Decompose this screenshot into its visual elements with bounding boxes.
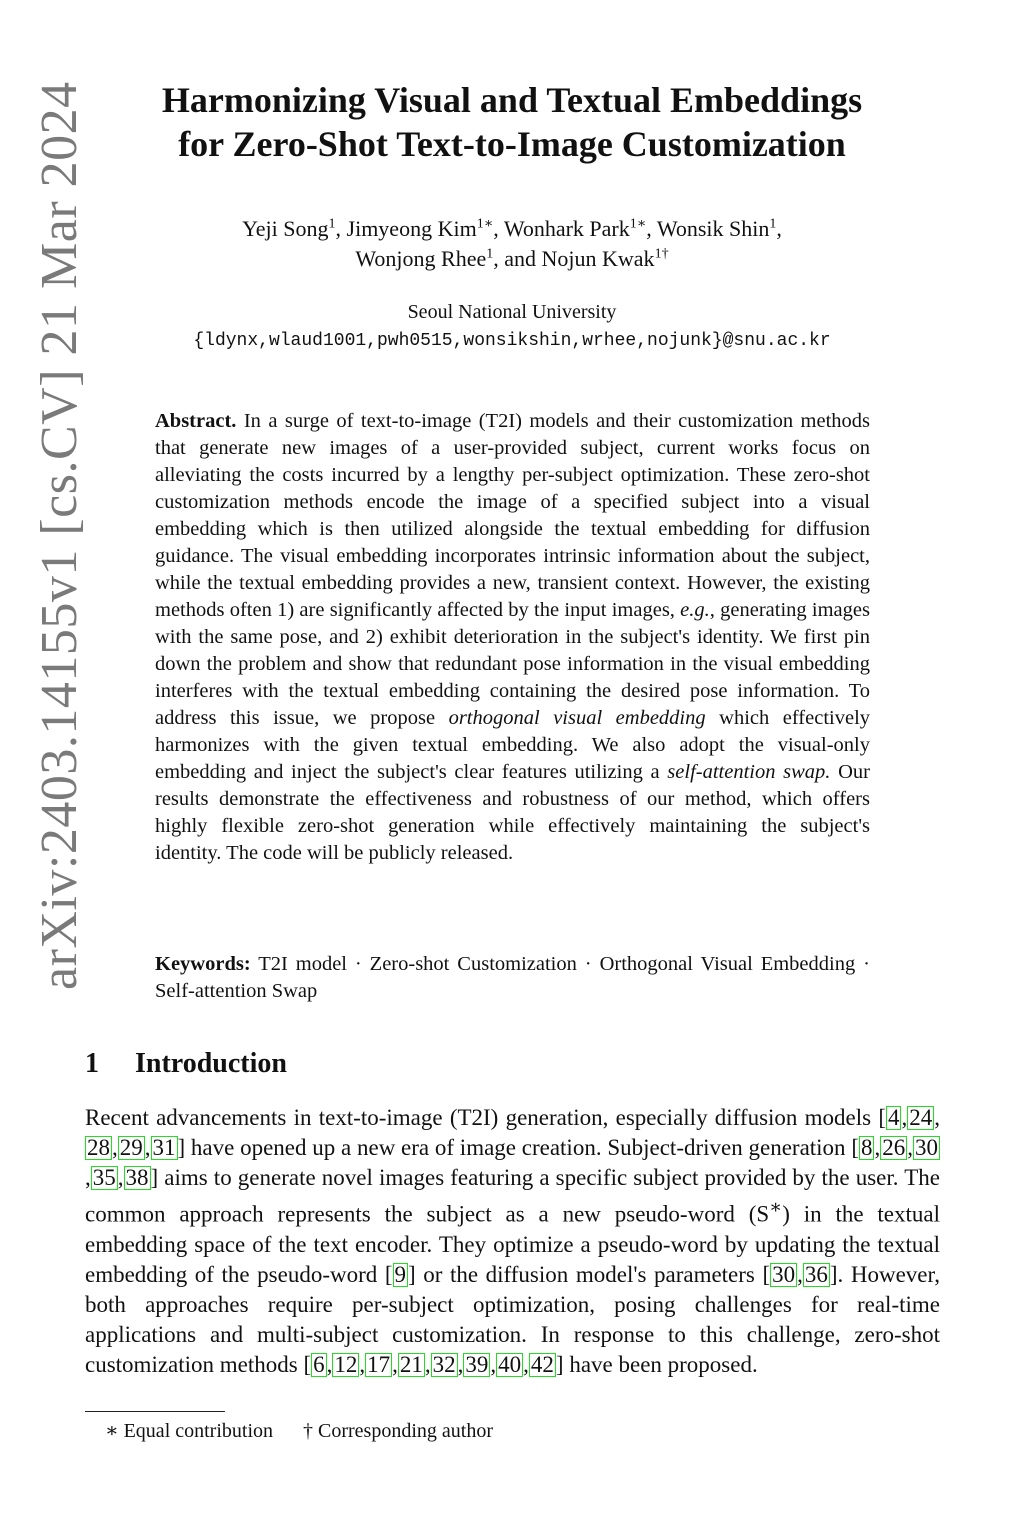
author-list: Yeji Song$^1$, Jimyeong Kim$^{1∗}$, Wonhark Park$^{1∗}$, Wonsik Shin$^1$, Wonjong Rhee$^1$, and Nojun Kwak$^{1\dagger}$ (242, 216, 782, 271)
section-number: 1 (85, 1048, 99, 1079)
citation-link[interactable]: 4 (887, 1105, 900, 1130)
footnote-rule (85, 1411, 225, 1412)
citation-link[interactable]: 40 (498, 1351, 522, 1377)
author: Nojun Kwak$^{1\dagger}$ (541, 246, 669, 271)
abstract-label: Abstract. (155, 410, 237, 432)
title-line-1: Harmonizing Visual and Textual Embeddings (161, 80, 863, 120)
citation-link[interactable]: 42 (530, 1351, 554, 1377)
section-title: Introduction (135, 1048, 287, 1079)
author-emails: {ldynx,wlaud1001,pwh0515,wonsikshin,wrhee,nojunk}@snu.ac.kr (193, 331, 831, 351)
title-line-2: for Zero-Shot Text-to-Image Customization (178, 124, 846, 164)
arxiv-identifier: arXiv:2403.14155v1 [cs.CV] 21 Mar 2024 (31, 81, 88, 990)
citation-link[interactable]: 28 (87, 1135, 110, 1160)
citation-link[interactable]: 12 (334, 1351, 358, 1377)
footnote (105, 1417, 493, 1445)
abstract: Abstract. In a surge of text-to-image (T2I) models and their customization methods that generate new images of a user-provided subject, current works focus on alleviating the costs incurred by a lengthy per-subject optimization. These zero-shot customization methods encode the image of a specified subject into a visual embedding which is then utilized alongside the textual embedding for diffusion guidance. The visual embedding incorporates intrinsic information about the subject, while the textual embedding provides a new, transient context. However, the existing methods often 1) are significantly affected by the input images, e.g., generating images with the same pose, and 2) exhibit deterioration in the subject's identity. We first pin down the problem and show that redundant pose information in the visual embedding interferes with the textual embedding containing the desired pose information. To address this issue, we propose orthogonal visual embedding which effectively harmonizes with the given textual embedding. We also adopt the visual-only embedding and inject the subject's clear features utilizing a self-attention swap. Our results demonstrate the effectiveness and robustness of our method, which offers highly flexible zero-shot generation while effectively maintaining the subject's identity. The code will be publicly released. (155, 410, 871, 864)
author: Jimyeong Kim$^{1∗}$ (346, 216, 494, 241)
citation-link[interactable]: 39 (465, 1351, 489, 1377)
author: Wonhark Park$^{1∗}$ (503, 216, 647, 241)
citation-link[interactable]: 29 (119, 1135, 143, 1160)
citation-link[interactable]: 24 (909, 1105, 933, 1130)
footnote-equal-contribution: ∗ Equal contribution (105, 1420, 274, 1442)
citation-link[interactable]: 8 (860, 1135, 873, 1160)
citation-link[interactable]: 9 (394, 1261, 406, 1287)
keywords-label: Keywords: (155, 953, 251, 975)
citation-link[interactable]: 32 (432, 1351, 456, 1377)
citation-link[interactable]: 30 (772, 1261, 796, 1287)
citation-link[interactable]: 35 (92, 1165, 116, 1190)
citation-link[interactable]: 30 (914, 1135, 938, 1160)
author: Wonsik Shin$^1$ (656, 216, 777, 241)
introduction-paragraph: Recent advancements in text-to-image (T2I) generation, especially diffusion models [4,24,28,29,31] have opened up a new era of image creation. Subject-driven generation [8,26,30,35,38] aims to generate novel images featuring a specific subject provided by the user. The common approach represents the subject as a new pseudo-word (S∗) in the textual embedding space of the text encoder. They optimize a pseudo-word by updating the textual embedding of the pseudo-word [9] or the diffusion model's parameters [30,36]. However, both approaches require per-subject optimization, posing challenges for real-time applications and multi-subject customization. In response to this challenge, zero-shot customization methods [6,12,17,21,32,39,40,42] have been proposed. (85, 1105, 940, 1377)
author: Wonjong Rhee$^1$ (355, 246, 494, 271)
citation-link[interactable]: 17 (367, 1351, 391, 1377)
keywords: Keywords: T2I model · Zero-shot Customization · Orthogonal Visual Embedding · Self-attention Swap (155, 953, 870, 1002)
citation-link[interactable]: 38 (125, 1165, 149, 1190)
citation-link[interactable]: 6 (313, 1351, 325, 1377)
citation-link[interactable]: 36 (804, 1261, 828, 1287)
affiliation: Seoul National University (407, 301, 617, 323)
footnote-corresponding-author: † Corresponding author (303, 1420, 493, 1442)
author: Yeji Song$^1$ (242, 216, 336, 241)
citation-link[interactable]: 21 (399, 1351, 423, 1377)
citation-link[interactable]: 31 (152, 1135, 176, 1160)
citation-link[interactable]: 26 (882, 1135, 906, 1160)
section-heading (85, 1046, 287, 1082)
paper-title (100, 78, 924, 166)
